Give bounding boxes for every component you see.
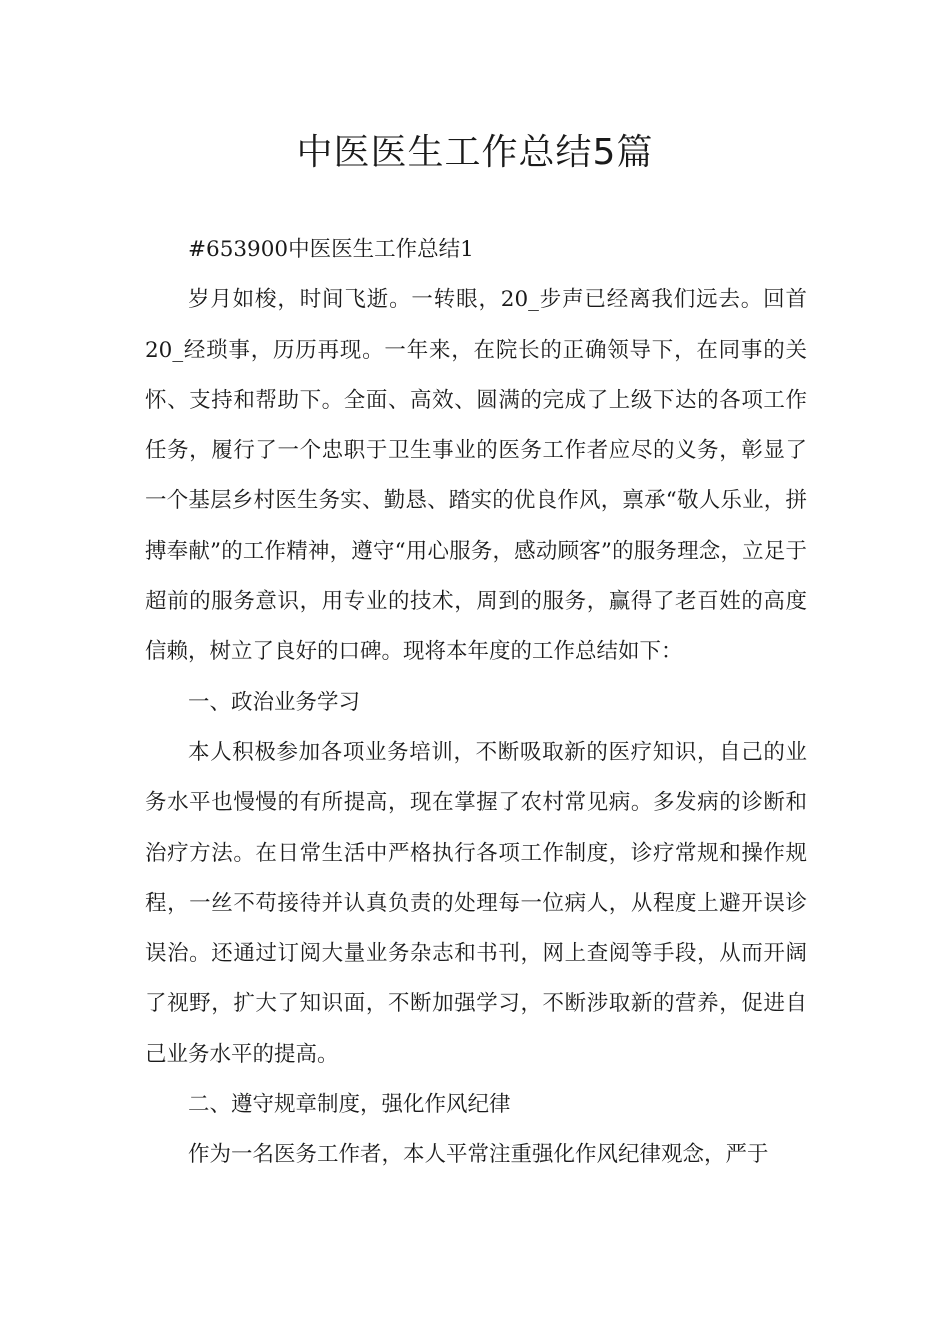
- section-heading-1: #653900中医医生工作总结1: [188, 237, 474, 262]
- section-heading-politics: 一、政治业务学习: [188, 689, 361, 715]
- body-paragraph: 岁月如梭，时间飞逝。一转眼，20_步声已经离我们远去。回首20_经琐事，历历再现。一年来，在院长的正确领导下，在同事的关怀、支持和帮助下。全面、高效、圆满的完成了上级下达的各项工作任务，履行了一个忠职于卫生事业的医务工作者应尽的义务，彰显了一个基层乡村医生务实、勤恳、踏实的优良作风，禀承“敬人乐业，拼搏奉献”的工作精神，遵守“用心服务，感动顾客”的服务理念，立足于超前的服务意识，用专业的技术，周到的服务，赢得了老百姓的高度信赖，树立了良好的口碑。现将本年度的工作总结如下：: [145, 287, 807, 665]
- document-body: [145, 225, 807, 1181]
- body-paragraph: 作为一名医务工作者，本人平常注重强化作风纪律观念，严于: [188, 1142, 769, 1168]
- body-paragraph: 本人积极参加各项业务培训，不断吸取新的医疗知识，自己的业务水平也慢慢的有所提高，现在掌握了农村常见病。多发病的诊断和治疗方法。在日常生活中严格执行各项工作制度，诊疗常规和操作规程，一丝不苟接待并认真负责的处理每一位病人，从程度上避开误诊误治。还通过订阅大量业务杂志和书刊，网上查阅等手段，从而开阔了视野，扩大了知识面，不断加强学习，不断涉取新的营养，促进自己业务水平的提高。: [145, 739, 807, 1067]
- section-heading-rules: 二、遵守规章制度，强化作风纪律: [188, 1092, 511, 1118]
- document-title: 中医医生工作总结5篇: [296, 132, 654, 173]
